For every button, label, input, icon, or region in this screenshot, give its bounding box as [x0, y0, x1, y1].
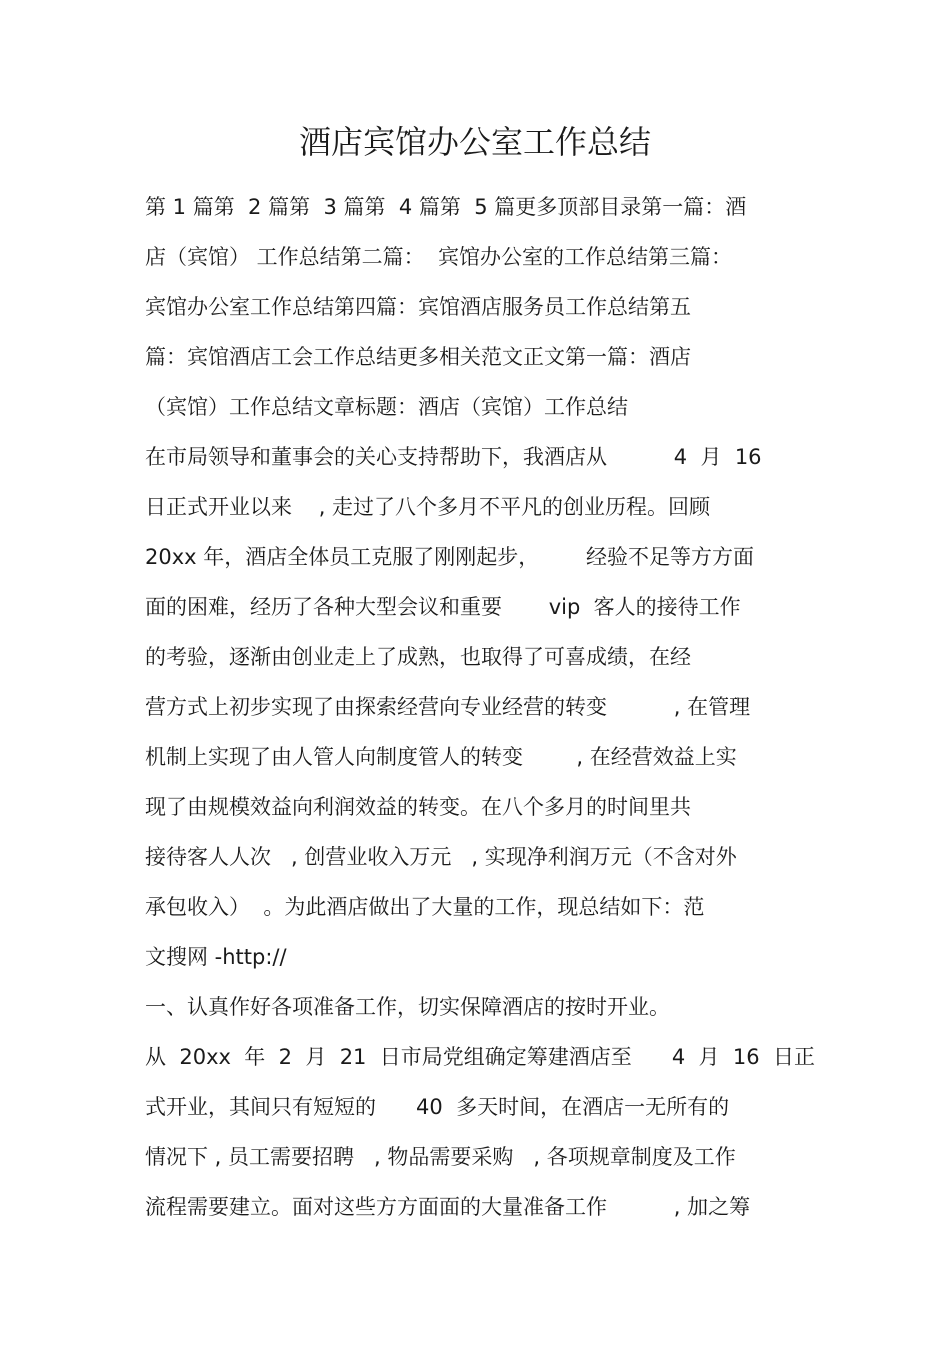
body-line: 面的困难，经历了各种大型会议和重要 vip 客人的接待工作	[145, 595, 741, 619]
body-line: 日正式开业以来 , 走过了八个多月不平凡的创业历程。回顾	[145, 495, 711, 519]
body-line: 20xx 年，酒店全体员工克服了刚刚起步， 经验不足等方方面	[145, 545, 754, 569]
body-line: 文搜网 -http://	[145, 945, 287, 969]
body-line: 式开业，其间只有短短的 40 多天时间，在酒店一无所有的	[145, 1095, 730, 1119]
document-title: 酒店宾馆办公室工作总结	[298, 123, 651, 161]
body-line: 承包收入） 。为此酒店做出了大量的工作，现总结如下：范	[145, 895, 705, 919]
body-line: 店（宾馆） 工作总结第二篇： 宾馆办公室的工作总结第三篇：	[145, 245, 733, 269]
body-line: 机制上实现了由人管人向制度管人的转变 , 在经营效益上实	[145, 745, 737, 769]
body-line: 篇：宾馆酒店工会工作总结更多相关范文正文第一篇：酒店	[145, 345, 691, 369]
body-line: 现了由规模效益向利润效益的转变。在八个多月的时间里共	[145, 795, 691, 819]
body-line: 第 1 篇第 2 篇第 3 篇第 4 篇第 5 篇更多顶部目录第一篇：酒	[145, 195, 747, 219]
body-line: 流程需要建立。面对这些方方面面的大量准备工作 , 加之筹	[145, 1195, 751, 1219]
body-line: 的考验，逐渐由创业走上了成熟，也取得了可喜成绩，在经	[145, 645, 691, 669]
body-line: 宾馆办公室工作总结第四篇：宾馆酒店服务员工作总结第五	[145, 295, 691, 319]
body-line: 在市局领导和董事会的关心支持帮助下，我酒店从 4 月 16	[145, 445, 762, 469]
body-line: （宾馆）工作总结文章标题：酒店（宾馆）工作总结	[145, 395, 628, 419]
body-line: 营方式上初步实现了由探索经营向专业经营的转变 , 在管理	[145, 695, 751, 719]
body-line: 从 20xx 年 2 月 21 日市局党组确定筹建酒店至 4 月 16 日正	[145, 1045, 815, 1069]
body-line: 接待客人人次 , 创营业收入万元 , 实现净利润万元（不含对外	[145, 845, 737, 869]
body-line: 情况下 , 员工需要招聘 , 物品需要采购 , 各项规章制度及工作	[145, 1145, 736, 1169]
section-heading: 一、认真作好各项准备工作，切实保障酒店的按时开业。	[145, 995, 670, 1019]
